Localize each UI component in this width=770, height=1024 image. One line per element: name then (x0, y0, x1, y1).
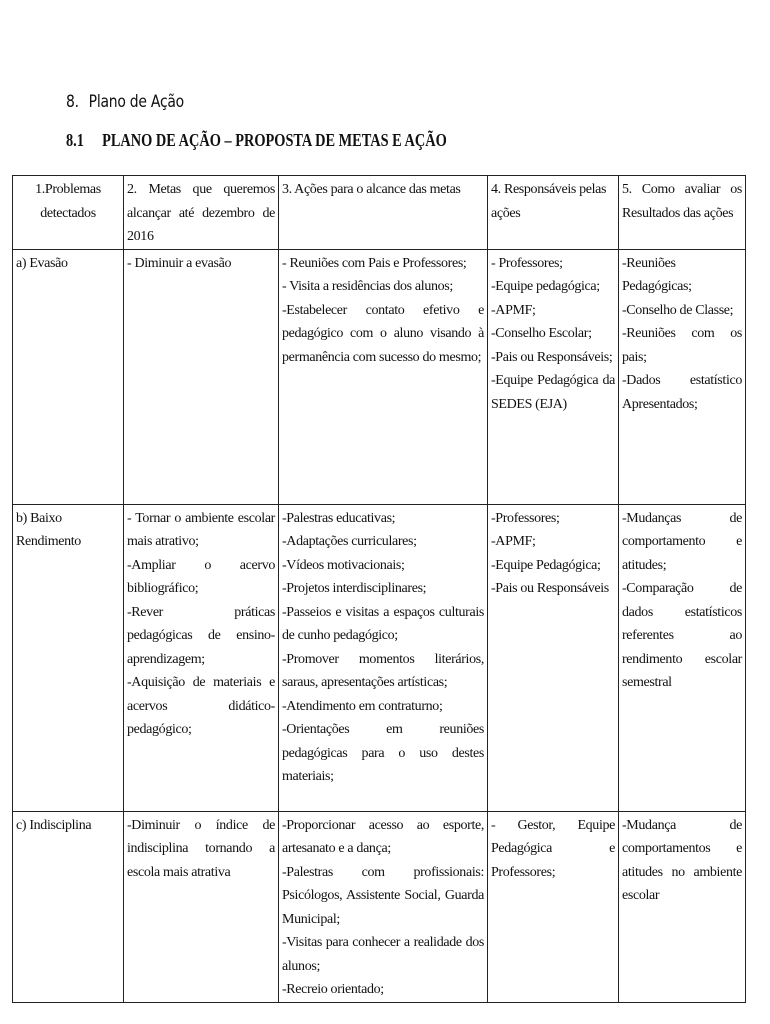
section-heading (66, 92, 184, 112)
list-item: -Palestras educativas; (282, 510, 396, 526)
cell-metas (124, 249, 279, 504)
list-item: -Mudanças de comportamento e atitudes; (622, 510, 742, 573)
cell-acoes (279, 504, 488, 811)
list-item: -Estabelecer contato efetivo e pedagógico com o aluno visando à permanência com sucesso do mesmo; (282, 302, 484, 365)
cell-responsaveis (488, 504, 619, 811)
list-item: - Reuniões com Pais e Professores; (282, 255, 467, 271)
table-header-row (13, 176, 746, 250)
list-item: -Proporcionar acesso ao esporte, artesanato e a dança; (282, 817, 484, 856)
header-responsaveis: 4. Responsáveis pelas ações (488, 176, 619, 250)
cell-acoes (279, 811, 488, 1002)
list-item: - Professores; (491, 255, 563, 271)
list-item: -Professores; (491, 510, 560, 526)
cell-avaliacao (619, 811, 746, 1002)
subsection-heading (66, 130, 447, 151)
list-item: -Diminuir o índice de indisciplina tornando a escola mais atrativa (127, 817, 275, 880)
list-item: -Comparação de dados estatísticos referentes ao rendimento escolar semestral (622, 581, 742, 690)
subsection-number: 8.1 (66, 130, 84, 150)
list-item: -Mudança de comportamentos e atitudes no ambiente escolar (622, 817, 742, 903)
list-item: -Aquisição de materiais e acervos didático-pedagógico; (127, 675, 275, 737)
list-item: -Recreio orientado; (282, 982, 384, 997)
list-item: - Tornar o ambiente escolar mais atrativo; (127, 510, 275, 549)
list-item: -Equipe pedagógica; (491, 279, 600, 294)
list-item: - Gestor, Equipe Pedagógica e Professores; (491, 817, 615, 880)
list-item: -Vídeos motivacionais; (282, 557, 405, 573)
subsection-title: PLANO DE AÇÃO – PROPOSTA DE METAS E AÇÃO (102, 130, 447, 150)
list-item: -Reuniões Pedagógicas; (622, 255, 692, 294)
list-item: -Palestras com profissionais: Psicólogos, Assistente Social, Guarda Municipal; (282, 864, 484, 927)
section-title: Plano de Ação (88, 92, 184, 112)
header-acoes: 3. Ações para o alcance das metas (279, 176, 488, 250)
cell-metas (124, 811, 279, 1002)
list-item: -Equipe Pedagógica da SEDES (EJA) (491, 373, 615, 412)
list-item: -Dados estatístico Apresentados; (622, 373, 742, 412)
cell-avaliacao (619, 504, 746, 811)
list-item: -Passeios e visitas a espaços culturais de cunho pedagógico; (282, 604, 484, 643)
list-item: -Ampliar o acervo bibliográfico; (127, 557, 275, 596)
list-item: -Projetos interdisciplinares; (282, 581, 427, 596)
list-item: - Diminuir a evasão (127, 255, 232, 271)
list-item: -Equipe Pedagógica; (491, 557, 601, 573)
list-item: -Conselho de Classe; (622, 302, 734, 318)
list-item: -Promover momentos literários, saraus, apresentações artísticas; (282, 651, 484, 690)
list-item: -Pais ou Responsáveis; (491, 349, 613, 365)
list-item: - Visita a residências dos alunos; (282, 279, 453, 294)
list-item: -Visitas para conhecer a realidade dos alunos; (282, 935, 484, 974)
section-number: 8. (66, 92, 79, 112)
list-item: -Atendimento em contraturno; (282, 698, 443, 714)
cell-responsaveis (488, 249, 619, 504)
list-item: -APMF; (491, 534, 536, 549)
cell-avaliacao (619, 249, 746, 504)
cell-problema: a) Evasão (13, 249, 124, 504)
cell-problema: b) Baixo Rendimento (13, 504, 124, 811)
list-item: -Pais ou Responsáveis (491, 581, 609, 596)
header-avaliacao: 5. Como avaliar os Resultados das ações (619, 176, 746, 250)
list-item: -Adaptações curriculares; (282, 534, 417, 549)
table-row (13, 504, 746, 811)
list-item: -Orientações em reuniões pedagógicas para o uso destes materiais; (282, 722, 484, 784)
list-item: -Reuniões com os pais; (622, 326, 742, 365)
table-row (13, 249, 746, 504)
action-plan-table (12, 175, 746, 1003)
list-item: -Conselho Escolar; (491, 326, 592, 341)
cell-acoes (279, 249, 488, 504)
cell-metas (124, 504, 279, 811)
list-item: -APMF; (491, 302, 536, 318)
header-problemas: 1.Problemas detectados (13, 176, 124, 250)
cell-responsaveis (488, 811, 619, 1002)
header-metas: 2. Metas que queremos alcançar até dezembro de 2016 (124, 176, 279, 250)
list-item: -Rever práticas pedagógicas de ensino-aprendizagem; (127, 604, 275, 667)
table-row (13, 811, 746, 1002)
cell-problema: c) Indisciplina (13, 811, 124, 1002)
